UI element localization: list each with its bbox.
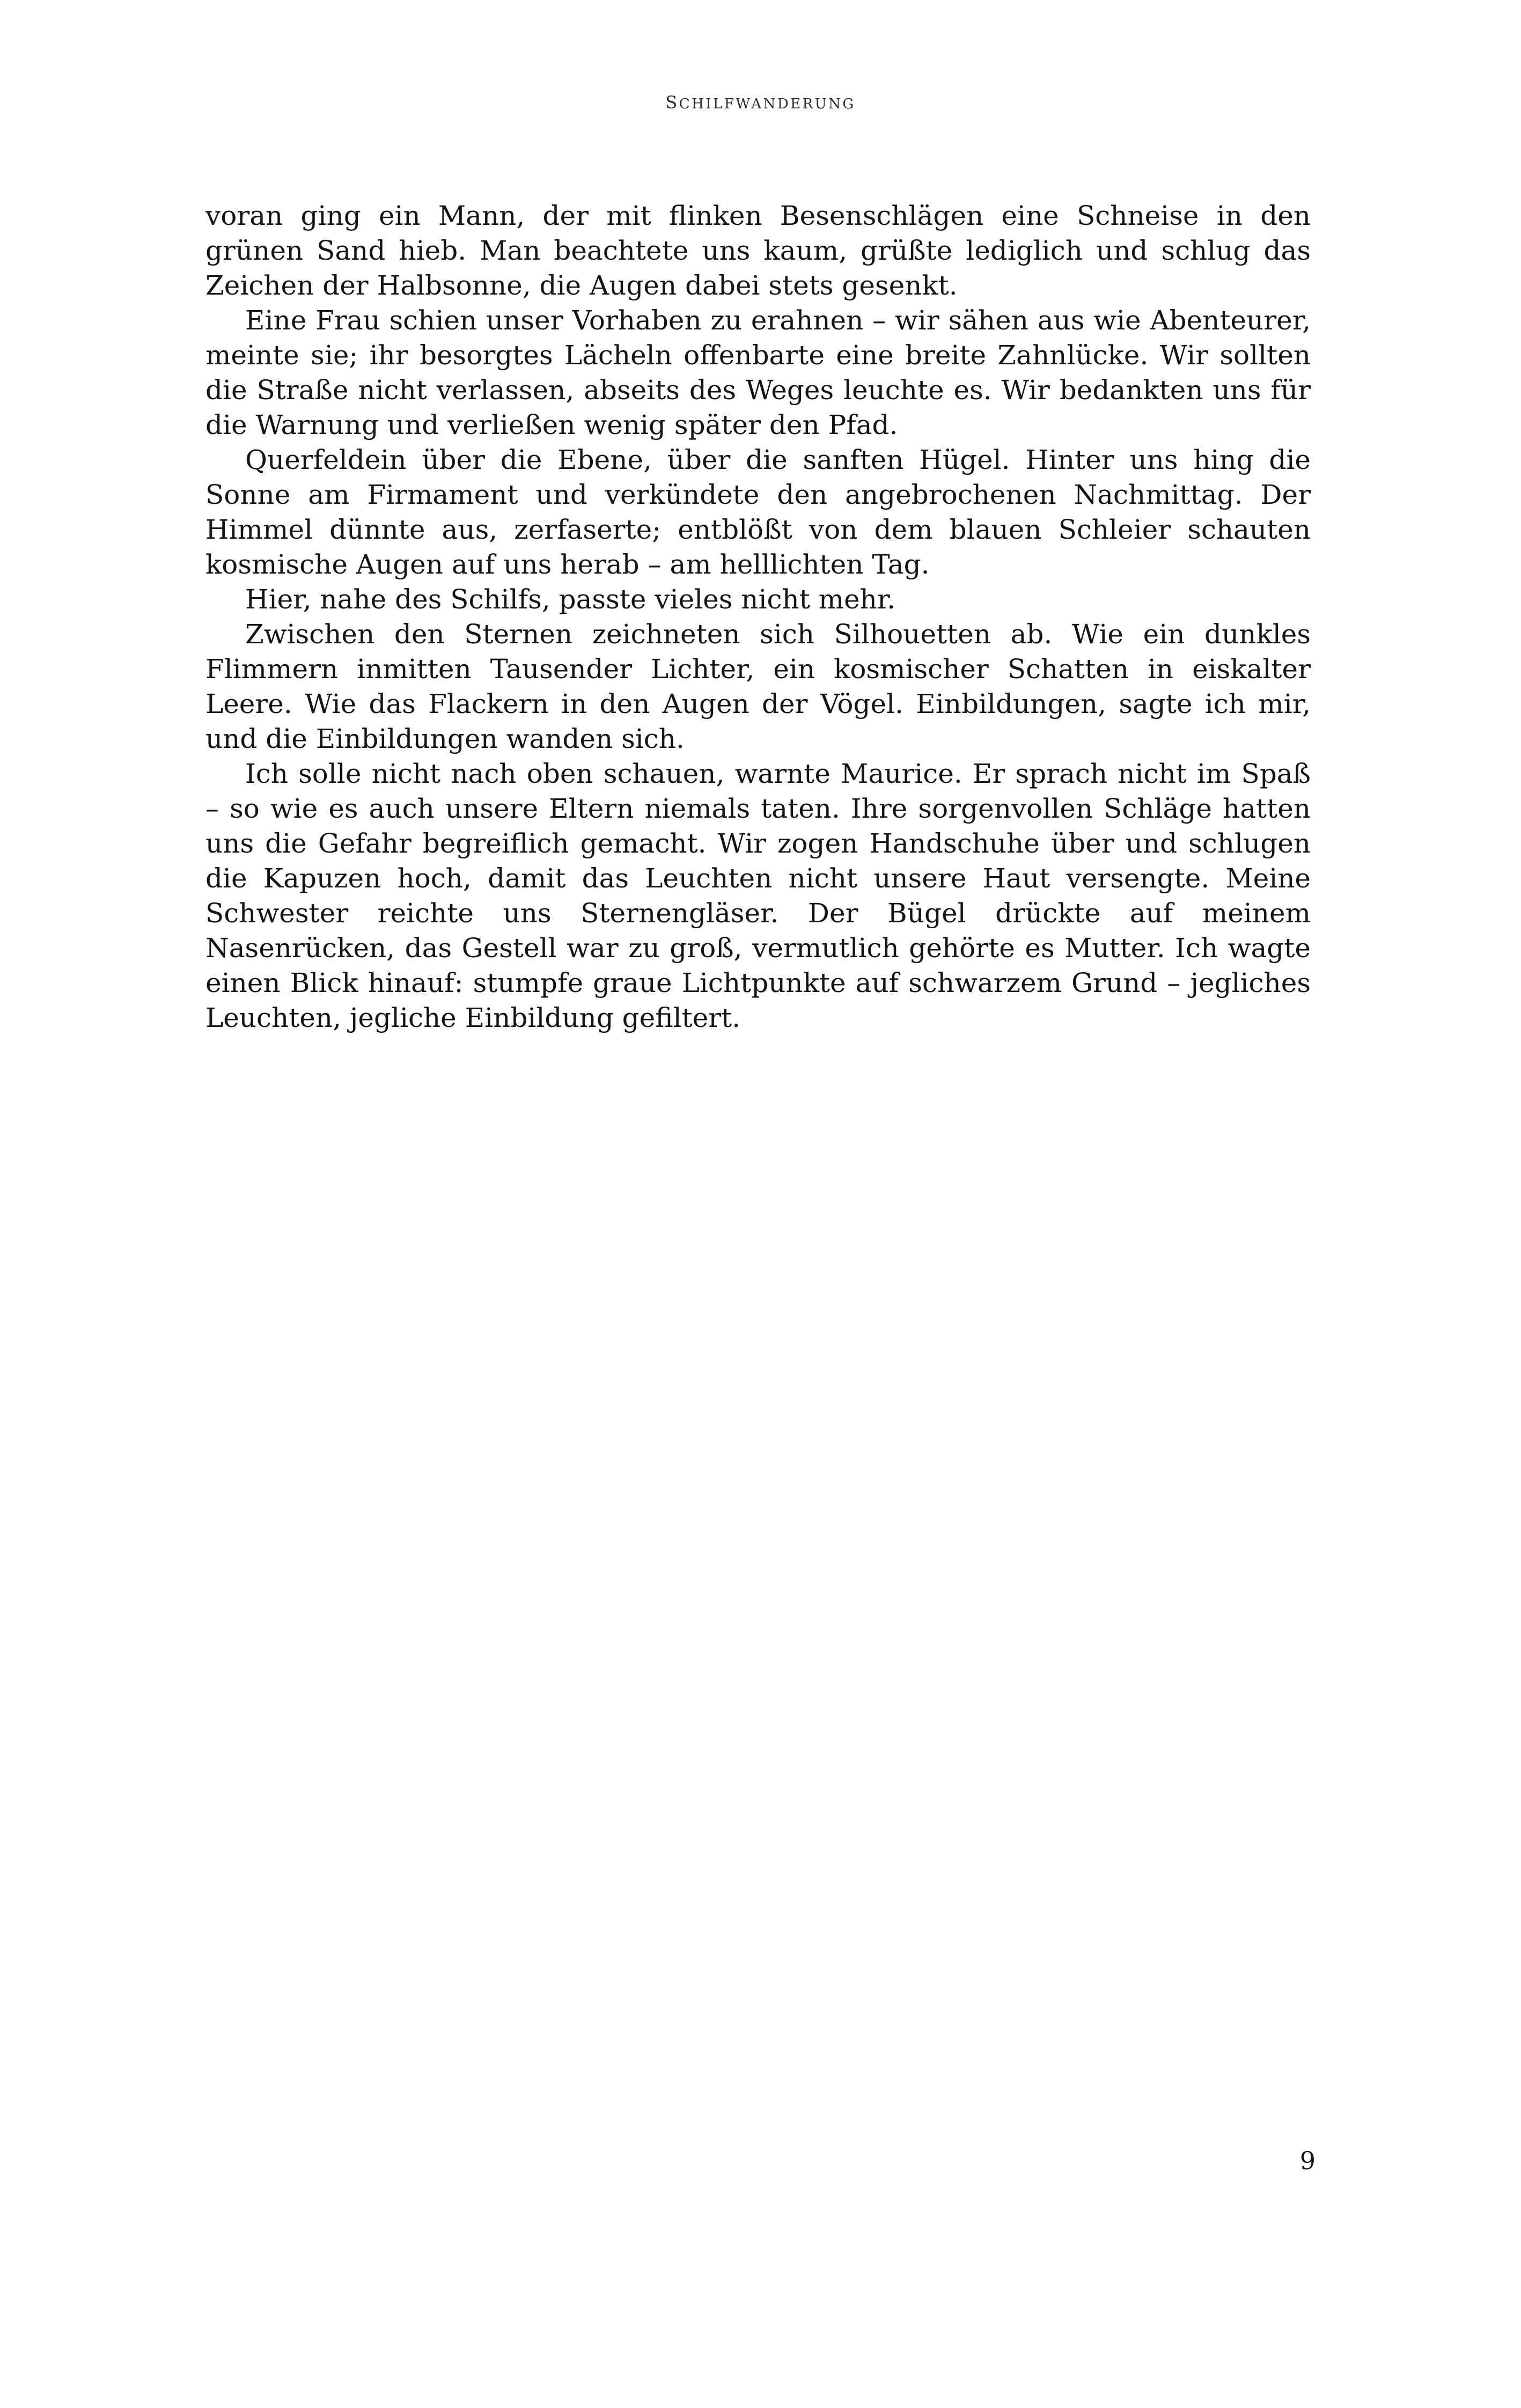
- body-text: [205, 199, 1311, 1036]
- page-number: 9: [1299, 2146, 1316, 2175]
- paragraph: voran ging ein Mann, der mit flinken Besenschlägen eine Schneise in den grünen Sand hieb. Man beachtete uns kaum, grüßte lediglich und schlug das Zeichen der Halbsonne, die Augen dabei stets gesenkt.: [205, 200, 1311, 301]
- running-head: schilfwanderung: [665, 86, 856, 114]
- paragraph: Hier, nahe des Schilfs, passte vieles nicht mehr.: [245, 584, 896, 615]
- paragraph: Querfeldein über die Ebene, über die sanften Hügel. Hinter uns hing die Sonne am Firmament und verkündete den angebrochenen Nachmittag. Der Himmel dünnte aus, zerfaserte; entblößt von dem blauen Schleier schauten kosmische Augen auf uns herab – am helllichten Tag.: [205, 444, 1311, 580]
- paragraph: Ich solle nicht nach oben schauen, warnte Maurice. Er sprach nicht im Spaß – so wie es auch unsere Eltern niemals taten. Ihre sorgenvollen Schläge hatten uns die Gefahr begreiflich gemacht. Wir zogen Handschuhe über und schlugen die Kapuzen hoch, damit das Leuchten nicht unsere Haut versengte. Meine Schwester reichte uns Sternengläser. Der Bügel drückte auf meinem Nasenrücken, das Gestell war zu groß, vermutlich gehörte es Mutter. Ich wagte einen Blick hinauf: stumpfe graue Lichtpunkte auf schwarzem Grund – jegliches Leuchten, jegliche Einbildung gefiltert.: [205, 758, 1311, 1033]
- paragraph: Zwischen den Sternen zeichneten sich Silhouetten ab. Wie ein dunkles Flimmern inmitten Tausender Lichter, ein kosmischer Schatten in eiskalter Leere. Wie das Flackern in den Augen der Vögel. Einbildungen, sagte ich mir, und die Einbildungen wanden sich.: [205, 619, 1311, 754]
- paragraph: Eine Frau schien unser Vorhaben zu erahnen – wir sähen aus wie Abenteurer, meinte sie; ihr besorgtes Lächeln offenbarte eine breite Zahnlücke. Wir sollten die Straße nicht verlassen, abseits des Weges leuchte es. Wir bedankten uns für die Warnung und verließen wenig später den Pfad.: [205, 305, 1311, 441]
